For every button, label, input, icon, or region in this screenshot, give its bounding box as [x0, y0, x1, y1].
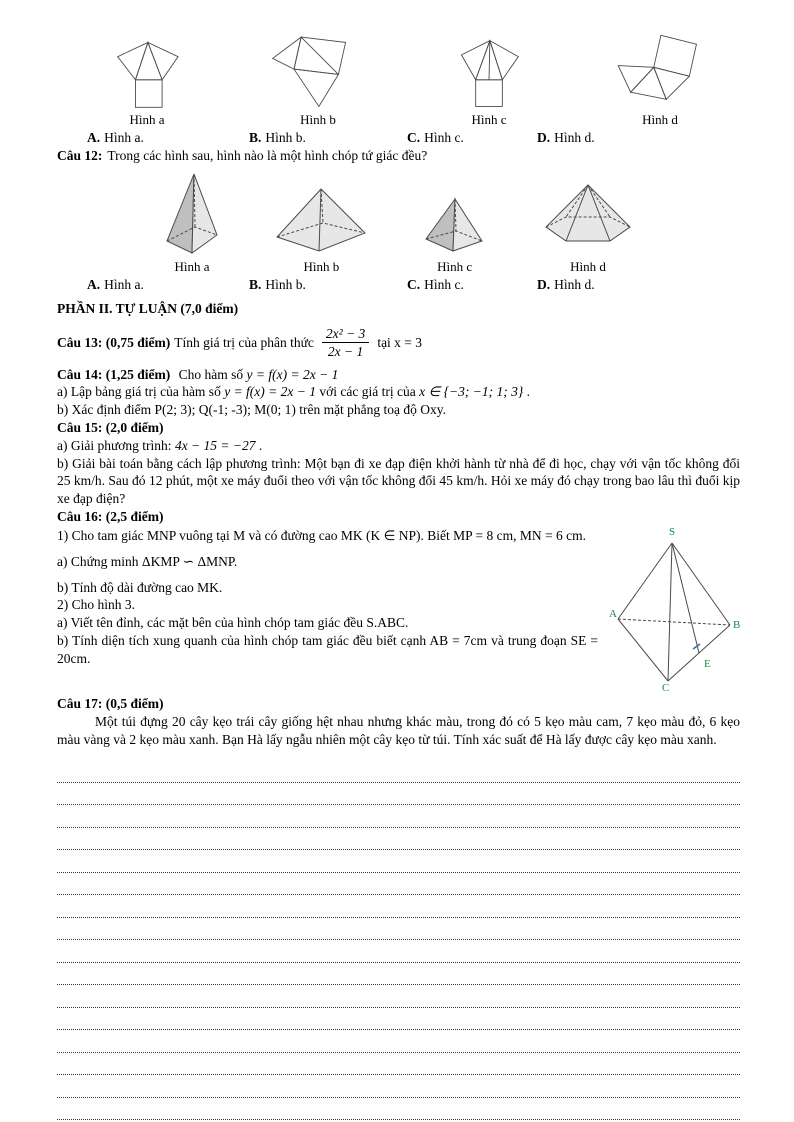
figure-label: Hình c — [437, 258, 473, 274]
q15a-text: a) Giải phương trình: — [57, 437, 172, 453]
option-letter: B. — [249, 130, 262, 146]
q16-pa: a) Chứng minh ΔKMP ∽ ΔMNP. — [57, 553, 238, 569]
option-text: Hình b. — [265, 276, 306, 292]
q13-text-before: Tính giá trị của phân thức — [174, 334, 314, 350]
tetrahedron-edges — [618, 543, 730, 681]
q12-prompt-text: Trong các hình sau, hình nào là một hình chóp tứ giác đều? — [107, 147, 428, 163]
option-letter: D. — [537, 276, 551, 292]
answer-line — [57, 895, 740, 918]
answer-line — [57, 828, 740, 851]
answer-line — [57, 1030, 740, 1053]
option-b — [249, 129, 407, 147]
option-letter: C. — [407, 276, 421, 292]
q14a-end: . — [526, 384, 530, 400]
answer-lines — [57, 760, 740, 1120]
option-d — [537, 129, 740, 147]
q14-intro-text: Cho hàm số — [178, 366, 244, 382]
option-a — [87, 129, 249, 147]
vertex-label-b: B — [733, 618, 740, 631]
q13-line — [57, 326, 740, 360]
net-figure-c — [439, 30, 539, 128]
answer-line — [57, 1075, 740, 1098]
pyramid-c-shapes — [426, 199, 482, 251]
vertex-label-c: C — [662, 681, 670, 693]
net-figure-b — [268, 30, 368, 128]
net-a-shapes — [118, 42, 178, 107]
pyramid-a-figure — [157, 169, 227, 257]
answer-line — [57, 805, 740, 828]
q14-intro-line — [57, 366, 740, 384]
figure-label: Hình b — [300, 112, 336, 127]
answer-line — [57, 783, 740, 806]
q13-label: Câu 13: (0,75 điểm) — [57, 334, 171, 350]
q17-body: Một túi đựng 20 cây kẹo trái cây giống hệt nhau nhưng khác màu, trong đó có 5 kẹo màu cam, 7 kẹo màu đỏ, 6 kẹo màu vàng và 2 kẹo màu xanh. Bạn Hà lấy ngẫu nhiên một cây kẹo từ túi. Tính xác suất để Hà lấy được cây kẹo màu xanh. — [57, 713, 740, 747]
option-text: Hình c. — [424, 130, 464, 146]
q15-part-a — [57, 437, 740, 455]
q15a-math: 4x − 15 = −27 — [174, 437, 256, 453]
q14-part-a — [57, 383, 740, 401]
figure-label: Hình c — [471, 112, 507, 127]
q14-label: Câu 14: (1,25 điểm) — [57, 366, 171, 382]
pyramid-figure-d — [536, 179, 640, 275]
q14-part-b: b) Xác định điểm P(2; 3); Q(-1; -3); M(0; 1) trên mặt phẳng toạ độ Oxy. — [57, 402, 447, 418]
figure-label: Hình a — [174, 258, 210, 274]
answer-line — [57, 1053, 740, 1076]
figure-label: Hình d — [570, 258, 606, 274]
q12-label: Câu 12: — [57, 147, 103, 163]
option-text: Hình a. — [104, 276, 144, 292]
option-c — [407, 276, 537, 294]
answer-line — [57, 1008, 740, 1031]
option-b — [249, 276, 407, 294]
q15-label-line — [57, 419, 740, 437]
answer-line — [57, 1098, 740, 1121]
fraction — [322, 326, 369, 360]
option-a — [87, 276, 249, 294]
q16-pc: a) Viết tên đỉnh, các mặt bên của hình chóp tam giác đều S.ABC. — [57, 615, 409, 631]
pyramid-d-shapes — [546, 185, 630, 241]
q15-label: Câu 15: (2,0 điểm) — [57, 420, 164, 436]
option-text: Hình b. — [265, 130, 306, 146]
vertex-label-a: A — [609, 607, 617, 620]
net-c-shapes — [461, 41, 518, 107]
net-b-shapes — [273, 37, 346, 106]
figure-3-tetrahedron — [608, 525, 740, 693]
q14a-text1: a) Lập bảng giá trị của hàm số — [57, 384, 221, 400]
option-text: Hình c. — [424, 276, 464, 292]
option-d — [537, 276, 740, 294]
pyramid-figure-a — [157, 169, 227, 275]
answer-line — [57, 985, 740, 1008]
pyramid-figure-b — [269, 183, 373, 275]
option-text: Hình d. — [554, 130, 595, 146]
q12-prompt-line — [57, 147, 740, 165]
pyramid-net-a-figure — [97, 30, 197, 110]
q15a-end: . — [258, 437, 263, 453]
option-c — [407, 129, 537, 147]
pyramid-net-b-figure — [268, 30, 368, 110]
pyramid-b-shapes — [277, 189, 365, 251]
net-figure-d — [610, 30, 710, 128]
answer-line — [57, 918, 740, 941]
net-figure-a — [97, 30, 197, 128]
q17-label: Câu 17: (0,5 điểm) — [57, 695, 164, 711]
vertex-label-e: E — [704, 657, 711, 670]
pyramid-b-figure — [269, 183, 373, 257]
pyramid-net-d-figure — [610, 30, 710, 110]
q15-part-b: b) Giải bài toán bằng cách lập phương trình: Một bạn đi xe đạp điện khởi hành từ nhà để đi học, chạy với vận tốc không đổi 25 km/h. Sau đó 12 phút, một xe máy đuổi theo với vận tốc không đổi 45 km/h. Hỏi xe máy đó chạy trong bao lâu thì đuổi kịp xe đạp điện? — [57, 455, 740, 507]
pyramid-c-figure — [416, 195, 494, 257]
option-letter: C. — [407, 130, 421, 146]
top-question-figures-row — [57, 30, 740, 128]
q14a-math2: x ∈ {−3; −1; 1; 3} — [419, 384, 524, 400]
q17-label-line — [57, 695, 740, 713]
q14-intro-math: y = f(x) = 2x − 1 — [246, 366, 339, 382]
option-letter: B. — [249, 276, 262, 292]
q16-pd: b) Tính diện tích xung quanh của hình chóp tam giác đều biết cạnh AB = 7cm và trung đoạn SE = 20cm. — [57, 632, 598, 666]
pyramid-net-c-figure — [439, 30, 539, 110]
option-text: Hình d. — [554, 276, 595, 292]
top-question-options — [57, 129, 740, 147]
q12-options — [57, 276, 740, 294]
option-letter: D. — [537, 130, 551, 146]
figure-label: Hình a — [129, 112, 165, 127]
q16-label-line — [57, 508, 740, 526]
fraction-denominator: 2x − 1 — [327, 344, 364, 360]
pyramid-d-figure — [536, 179, 640, 257]
part2-title: PHẦN II. TỰ LUẬN (7,0 điểm) — [57, 300, 239, 316]
answer-line — [57, 940, 740, 963]
fraction-numerator: 2x² − 3 — [322, 326, 369, 344]
option-text: Hình a. — [104, 130, 144, 146]
answer-line — [57, 850, 740, 873]
answer-line — [57, 760, 740, 783]
pyramid-a-shapes — [167, 174, 217, 253]
q14a-text2: với các giá trị của — [319, 384, 416, 400]
answer-line — [57, 873, 740, 896]
q16-p2: 2) Cho hình 3. — [57, 597, 136, 613]
q16-pb: b) Tính độ dài đường cao MK. — [57, 579, 223, 595]
vertex-label-s: S — [668, 525, 676, 538]
q13-text-after: tại x = 3 — [377, 334, 423, 350]
q14a-math1: y = f(x) = 2x − 1 — [224, 384, 317, 400]
net-d-shapes — [618, 35, 696, 99]
pyramid-figure-c — [416, 195, 494, 275]
q16-label: Câu 16: (2,5 điểm) — [57, 509, 164, 525]
q16-body — [57, 525, 740, 693]
figure-label: Hình d — [642, 112, 678, 127]
q12-figures-row — [57, 169, 740, 275]
option-letter: A. — [87, 130, 101, 146]
q16-p1: 1) Cho tam giác MNP vuông tại M và có đường cao MK (K ∈ NP). Biết MP = 8 cm, MN = 6 cm. — [57, 527, 587, 543]
figure-label: Hình b — [303, 258, 340, 274]
option-letter: A. — [87, 276, 101, 292]
answer-line — [57, 963, 740, 986]
